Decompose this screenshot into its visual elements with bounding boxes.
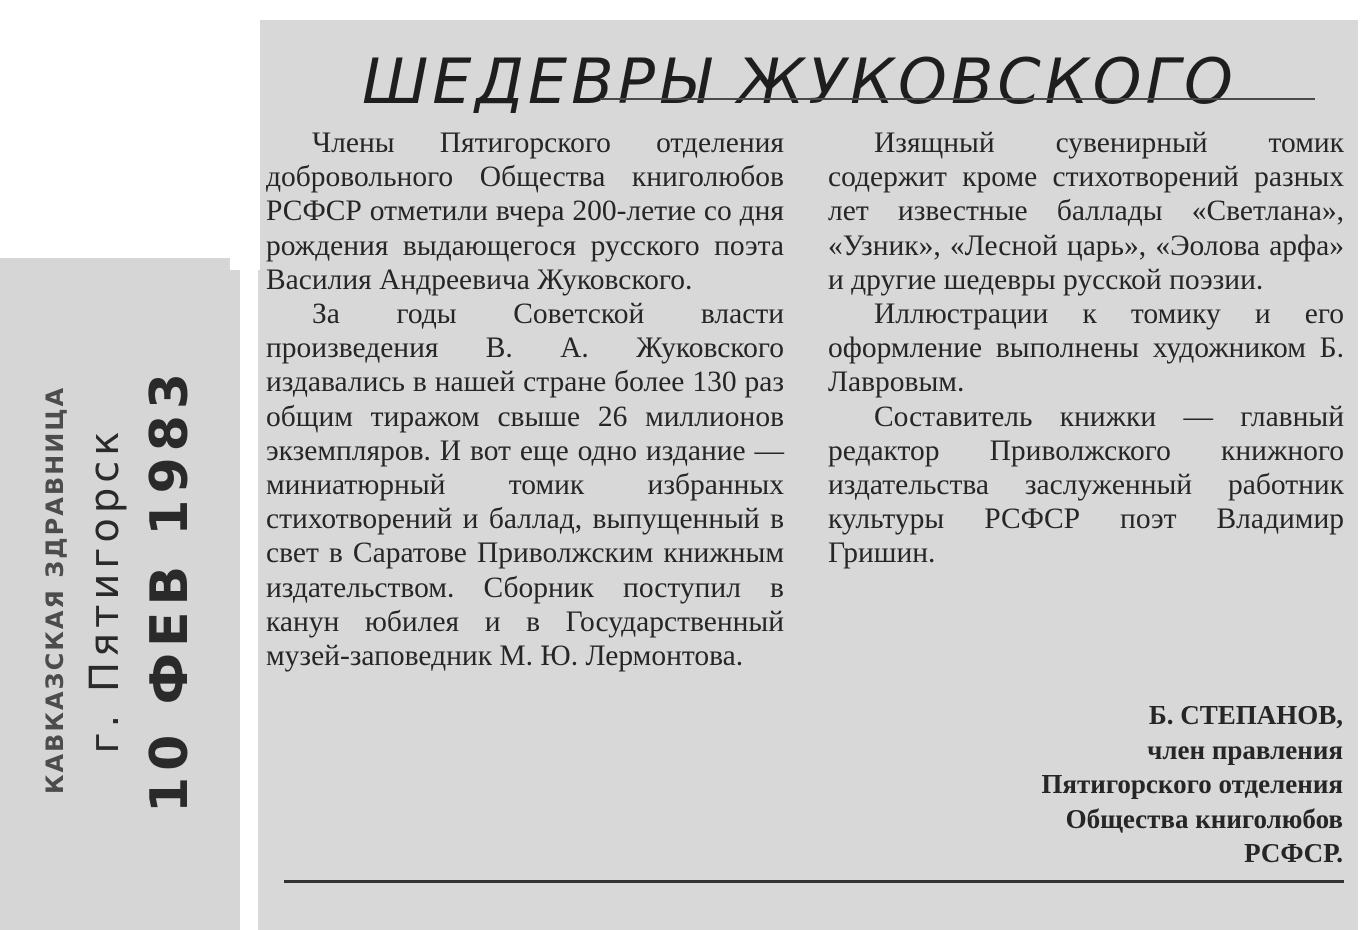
author-name: Б. СТЕПАНОВ, (1148, 700, 1343, 730)
author-role: РСФСР. (1244, 838, 1343, 868)
author-role: член правления (1147, 734, 1343, 765)
title-rule (600, 98, 1315, 100)
paragraph: За годы Советской власти произведения В. А. Жуковского издавались в нашей стране более 130 раз общим тиражом свыше 26 миллионов экземпляров. И вот еще одно издание — миниатюрный томик избранных стихотворений и баллад, выпущенный в свет в Саратове Приволжским книжным издательством. Сборник поступил в канун юбилея и в Государственный музей-заповедник М. Ю. Лермонтова. (266, 298, 784, 673)
author-role: Общества книголюбов (1065, 803, 1343, 834)
paragraph: Члены Пятигорского отделения добровольного Общества книголюбов РСФСР отметили вчера 200-летие со дня рождения выдающегося русского поэта Василия Андреевича Жуковского. (266, 127, 784, 296)
article-title: ШЕДЕВРЫ ЖУКОВСКОГО (362, 45, 1237, 118)
stamp-newspaper: КАВКАЗСКАЯ ЗДРАВНИЦА (41, 385, 69, 795)
stamp-date: 10 ФЕВ 1983 (140, 366, 200, 814)
right-column (828, 126, 1344, 571)
bottom-rule (284, 880, 1344, 883)
paragraph: Составитель книжки — главный редактор Приволжского книжного издательства заслуженный работник культуры РСФСР поэт Владимир Гришин. (828, 400, 1344, 570)
paragraph: Изящный сувенирный томик содержит кроме стихотворений разных лет известные баллады «Светлана», «Узник», «Лесной царь», «Эолова арфа» и другие шедевры русской поэзии. (828, 127, 1344, 296)
author-role: Пятигорского отделения (1041, 769, 1343, 799)
paragraph: Иллюстрации к томику и его оформление выполнены художником Б. Лавровым. (828, 298, 1344, 399)
author-signature (880, 698, 1343, 871)
left-column (266, 126, 784, 673)
clipping-cut-edge (230, 20, 260, 270)
stamp-city: г. Пятигорск (82, 426, 128, 754)
